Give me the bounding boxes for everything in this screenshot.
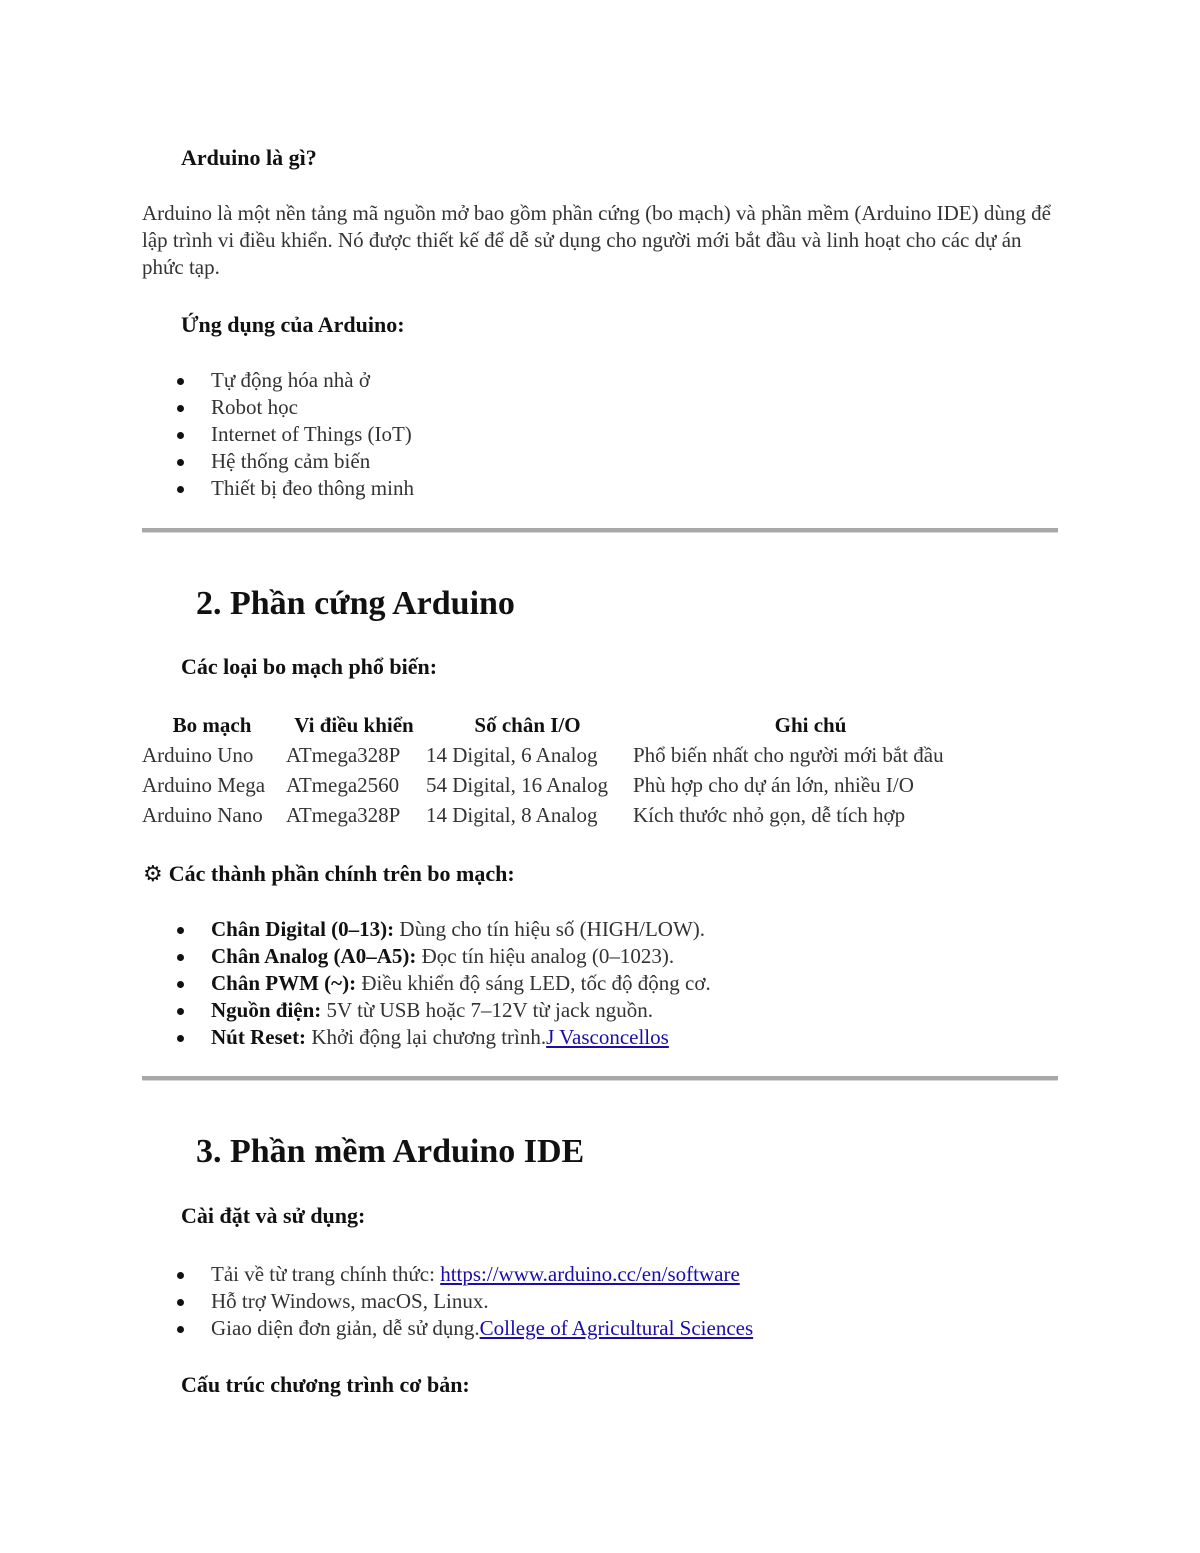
component-text: Đọc tín hiệu analog (0–1023). xyxy=(416,944,675,968)
horizontal-rule xyxy=(142,1076,1058,1081)
column-header-notes: Ghi chú xyxy=(774,712,847,737)
table-header-row xyxy=(140,710,990,740)
citation-link-agricultural-sciences[interactable]: College of Agricultural Sciences xyxy=(479,1316,754,1340)
list-item xyxy=(172,1288,753,1315)
citation-link-vasconcellos[interactable]: J Vasconcellos xyxy=(546,1025,669,1049)
component-label: Chân PWM (~): xyxy=(211,971,357,995)
cell-io-pins: 14 Digital, 6 Analog xyxy=(426,742,598,767)
cell-io-pins: 14 Digital, 8 Analog xyxy=(426,802,598,827)
cell-board: Arduino Uno xyxy=(142,742,254,767)
list-item xyxy=(172,1261,753,1288)
intro-paragraph: Arduino là một nền tảng mã nguồn mở bao gồm phần cứng (bo mạch) và phần mềm (Arduino IDE) dùng để lập trình vi điều khiển. Nó được thiết kế để dễ sử dụng cho người mới bắt đầu và linh hoạt cho các dự án phức tạp. xyxy=(142,201,1051,279)
install-text: Giao diện đơn giản, dễ sử dụng. xyxy=(211,1316,480,1340)
heading-install-usage: Cài đặt và sử dụng: xyxy=(181,1203,366,1228)
component-text: Dùng cho tín hiệu số (HIGH/LOW). xyxy=(394,917,706,941)
component-label: Chân Analog (A0–A5): xyxy=(211,944,417,968)
heading-what-is-arduino: Arduino là gì? xyxy=(181,145,317,170)
list-item xyxy=(172,970,711,997)
list-item xyxy=(172,1024,711,1051)
cell-io-pins: 54 Digital, 16 Analog xyxy=(426,772,608,797)
components-list xyxy=(172,916,711,1051)
list-item xyxy=(172,997,711,1024)
list-item xyxy=(172,1315,753,1342)
applications-list xyxy=(172,367,414,502)
cell-notes: Phù hợp cho dự án lớn, nhiều I/O xyxy=(633,772,914,797)
horizontal-rule xyxy=(142,528,1058,533)
table-row xyxy=(140,800,990,830)
cell-notes: Kích thước nhỏ gọn, dễ tích hợp xyxy=(633,802,906,827)
install-list xyxy=(172,1261,753,1342)
heading-applications: Ứng dụng của Arduino: xyxy=(181,312,405,337)
cell-mcu: ATmega2560 xyxy=(286,772,400,797)
list-item: Hệ thống cảm biến xyxy=(172,448,414,475)
component-label: Chân Digital (0–13): xyxy=(211,917,395,941)
list-item: Robot học xyxy=(172,394,414,421)
component-label: Nút Reset: xyxy=(211,1025,307,1049)
cell-board: Arduino Mega xyxy=(142,772,266,797)
section-title-software: 3. Phần mềm Arduino IDE xyxy=(196,1133,585,1170)
heading-components-text: Các thành phần chính trên bo mạch: xyxy=(168,861,515,886)
component-text: Điều khiển độ sáng LED, tốc độ động cơ. xyxy=(356,971,711,995)
cell-mcu: ATmega328P xyxy=(286,742,401,767)
table-row xyxy=(140,740,990,770)
list-item xyxy=(172,916,711,943)
cell-notes: Phổ biến nhất cho người mới bắt đầu xyxy=(633,742,944,767)
cell-board: Arduino Nano xyxy=(142,802,263,827)
install-text: Hỗ trợ Windows, macOS, Linux. xyxy=(211,1289,489,1313)
component-text: Khởi động lại chương trình. xyxy=(306,1025,547,1049)
list-item xyxy=(172,943,711,970)
column-header-board: Bo mạch xyxy=(172,712,252,737)
heading-program-structure: Cấu trúc chương trình cơ bản: xyxy=(181,1372,470,1397)
component-text: 5V từ USB hoặc 7–12V từ jack nguồn. xyxy=(321,998,654,1022)
component-label: Nguồn điện: xyxy=(211,998,322,1022)
cell-mcu: ATmega328P xyxy=(286,802,401,827)
boards-table xyxy=(140,710,990,830)
download-link[interactable]: https://www.arduino.cc/en/software xyxy=(440,1262,740,1286)
heading-board-types: Các loại bo mạch phổ biến: xyxy=(181,654,438,679)
list-item: Thiết bị đeo thông minh xyxy=(172,475,414,502)
install-text: Tải về từ trang chính thức: xyxy=(211,1262,441,1286)
column-header-mcu: Vi điều khiển xyxy=(294,712,414,737)
heading-components xyxy=(143,861,515,887)
list-item: Tự động hóa nhà ở xyxy=(172,367,414,394)
column-header-io-pins: Số chân I/O xyxy=(474,712,581,737)
table-row xyxy=(140,770,990,800)
gear-icon: ⚙ xyxy=(143,861,163,886)
section-title-hardware: 2. Phần cứng Arduino xyxy=(196,585,515,622)
list-item: Internet of Things (IoT) xyxy=(172,421,414,448)
